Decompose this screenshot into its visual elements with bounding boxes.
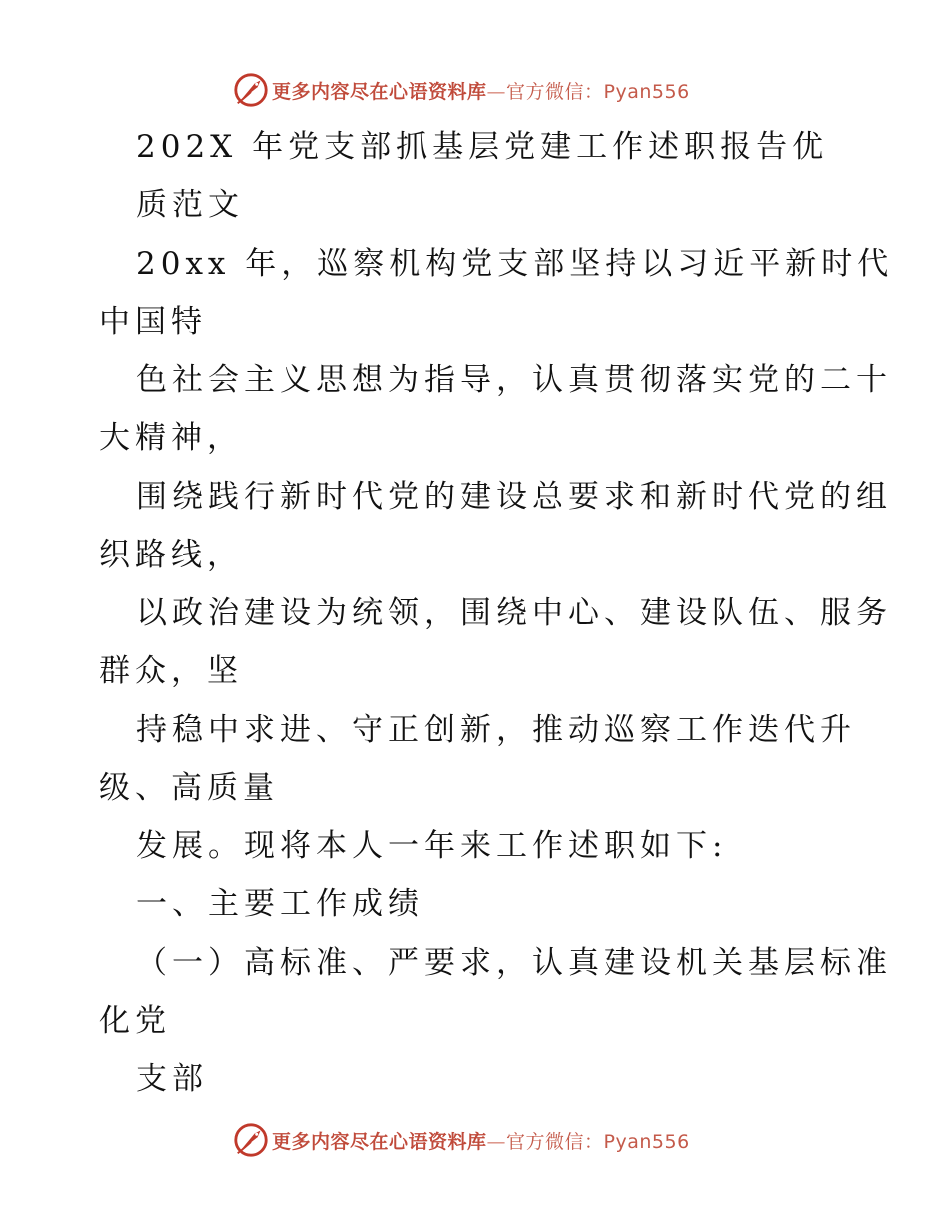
watermark-dash: —	[486, 1130, 507, 1153]
subsection-heading-line: 支部	[136, 1061, 208, 1097]
paragraph-line: 色社会主义思想为指导，认真贯彻落实党的二十	[136, 362, 892, 398]
paragraph-line: 以政治建设为统领，围绕中心、建设队伍、服务	[136, 595, 892, 631]
watermark-account: Pyan556	[603, 1130, 690, 1153]
header-watermark	[232, 70, 690, 110]
watermark-text	[272, 77, 690, 104]
subsection-heading-line: （一）高标准、严要求，认真建设机关基层标准	[136, 945, 892, 981]
paragraph-line: 大精神，	[99, 420, 243, 456]
watermark-dash: —	[486, 80, 507, 103]
document-title-line-1: 202X 年党支部抓基层党建工作述职报告优	[136, 129, 829, 165]
paragraph-line: 群众，坚	[99, 653, 243, 689]
paragraph-line: 持稳中求进、守正创新，推动巡察工作迭代升	[136, 712, 856, 748]
paragraph-line: 织路线，	[99, 537, 243, 573]
watermark-account: Pyan556	[603, 80, 690, 103]
watermark-main: 更多内容尽在心语资料库	[272, 1130, 487, 1153]
paragraph-line: 发展。现将本人一年来工作述职如下:	[136, 828, 728, 864]
paragraph-line: 20xx 年，巡察机构党支部坚持以习近平新时代	[136, 246, 894, 282]
paragraph-line: 围绕践行新时代党的建设总要求和新时代党的组	[136, 479, 892, 515]
subsection-heading-line: 化党	[99, 1003, 171, 1039]
paragraph-line: 中国特	[99, 304, 207, 340]
watermark-wechat-label: 官方微信：	[506, 1130, 604, 1153]
pen-nib-logo-icon	[232, 71, 270, 109]
watermark-text	[272, 1127, 690, 1154]
section-heading: 一、主要工作成绩	[136, 886, 424, 922]
watermark-main: 更多内容尽在心语资料库	[272, 80, 487, 103]
pen-nib-logo-icon	[232, 1121, 270, 1159]
document-title-line-2: 质范文	[136, 187, 244, 223]
footer-watermark	[232, 1120, 690, 1160]
paragraph-line: 级、高质量	[99, 770, 279, 806]
watermark-wechat-label: 官方微信：	[506, 80, 604, 103]
